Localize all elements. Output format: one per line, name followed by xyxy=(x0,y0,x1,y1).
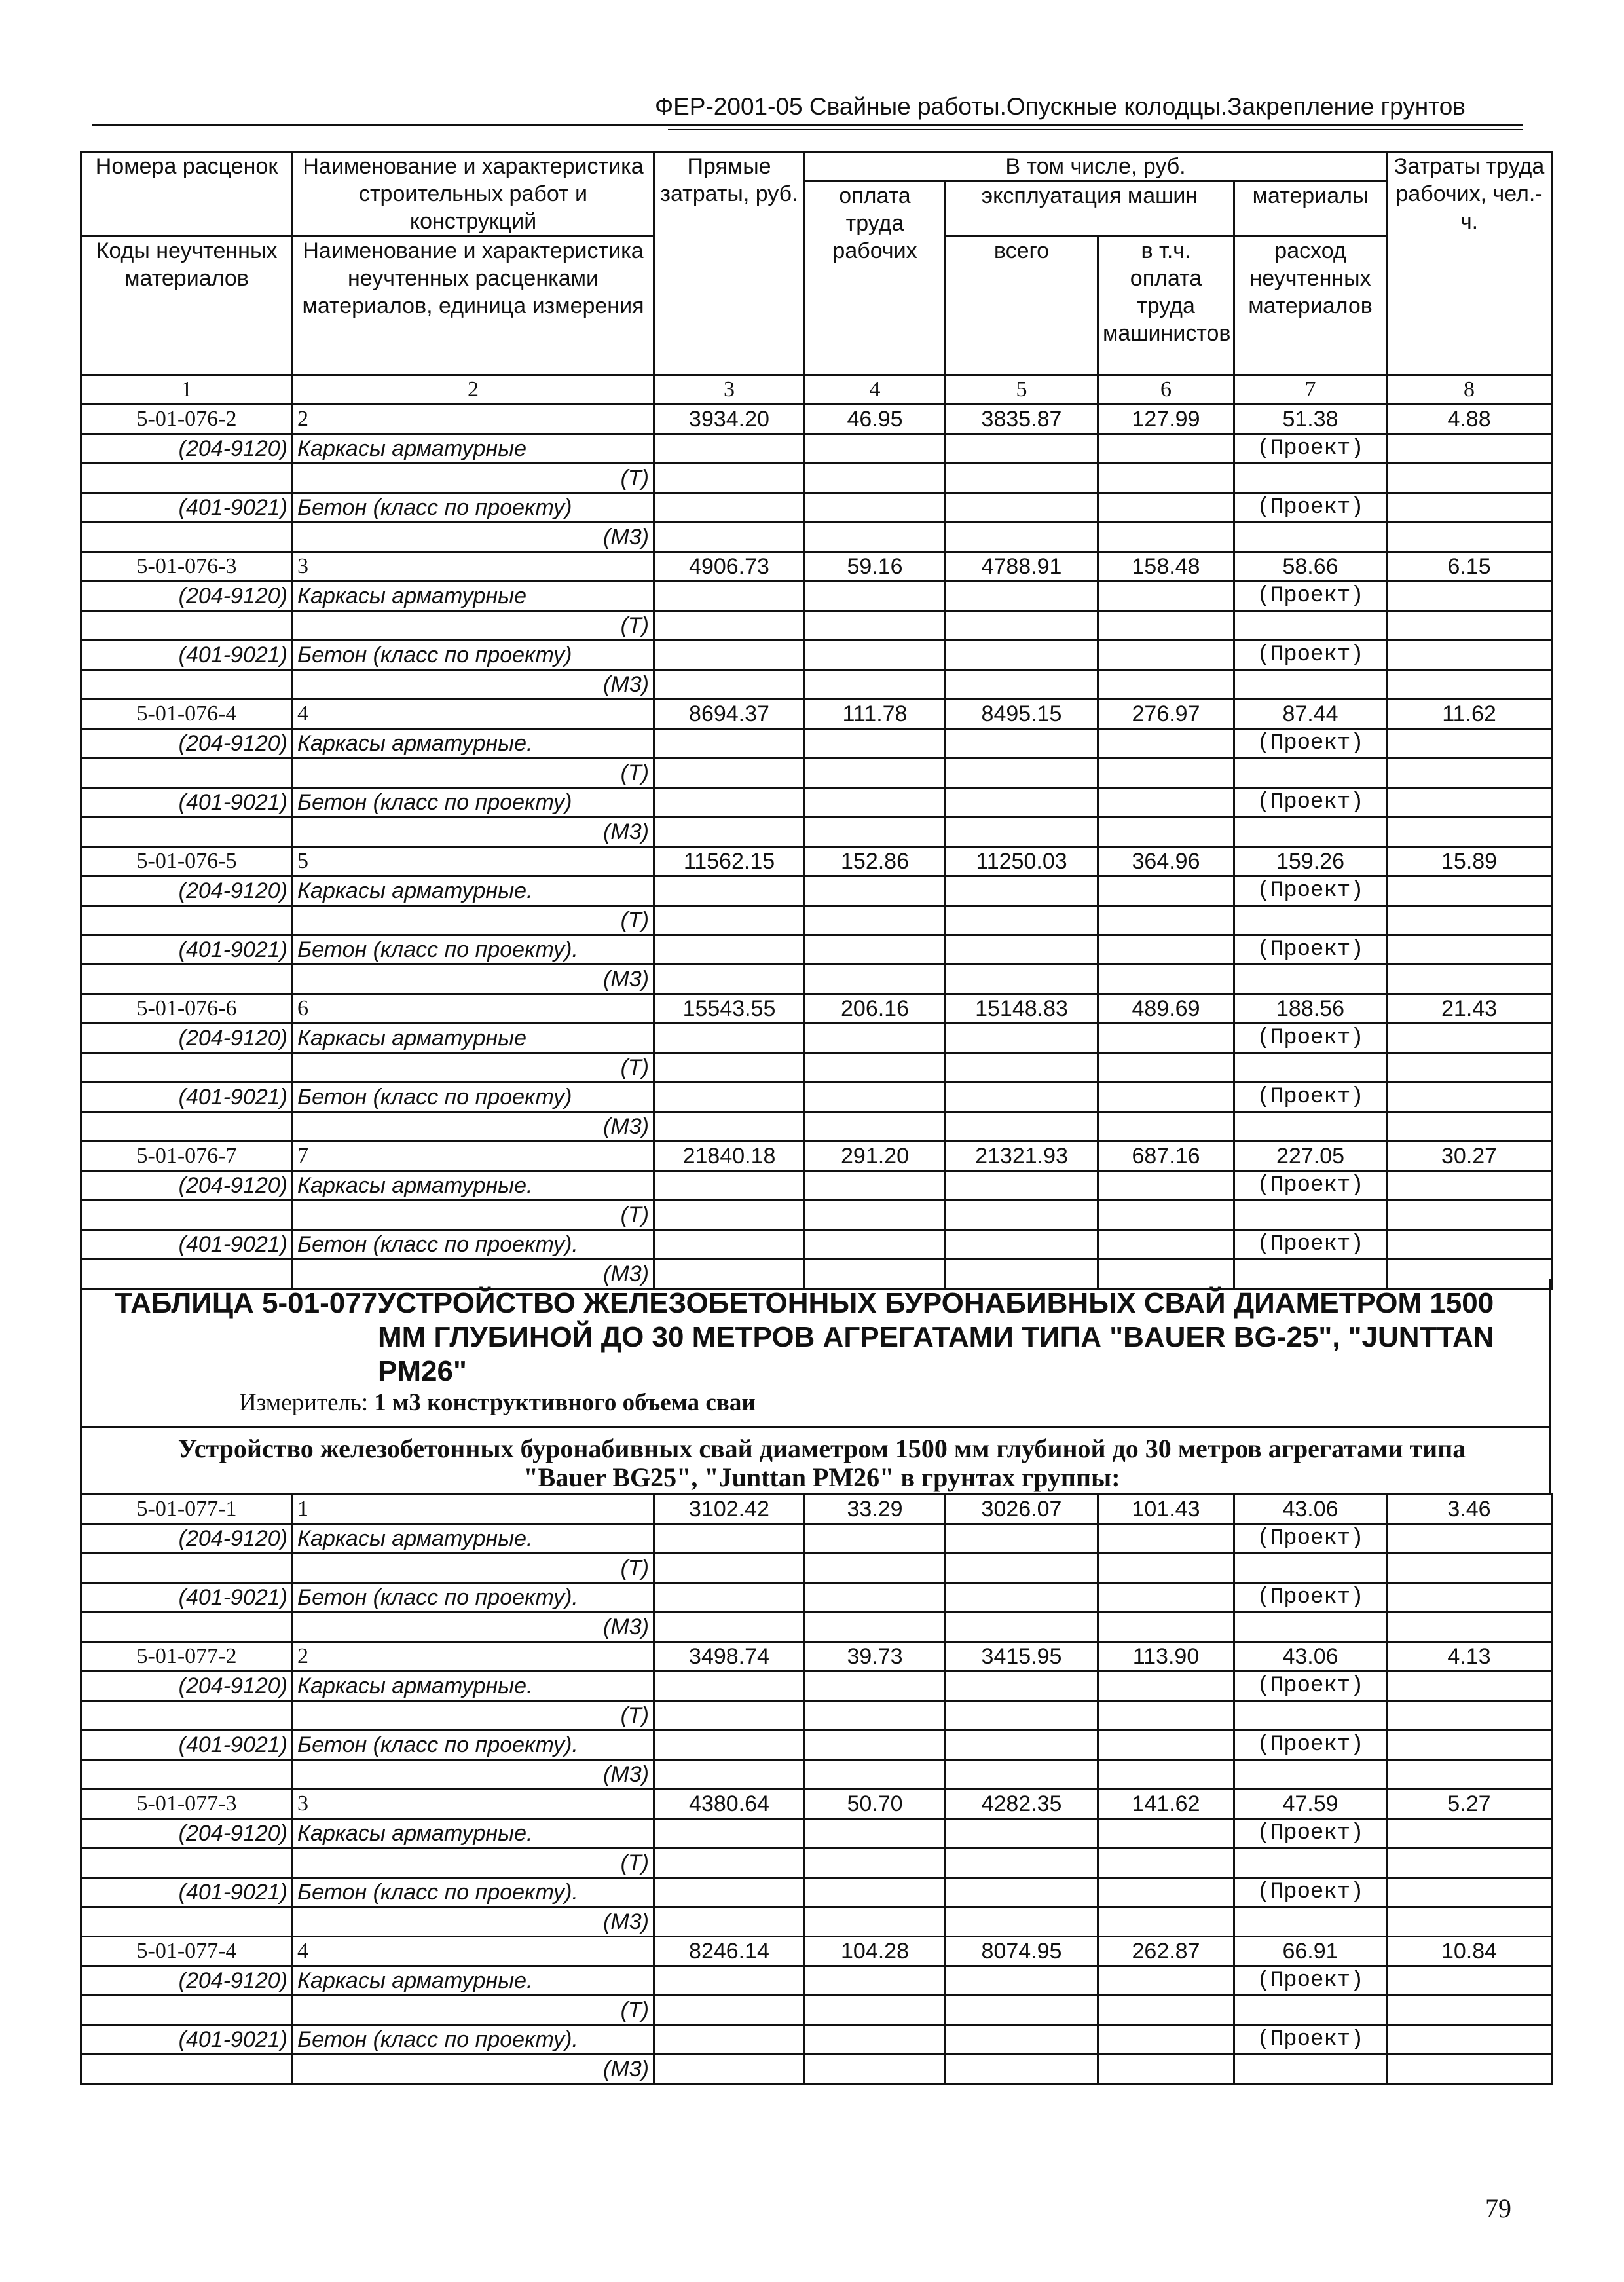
material-unit: (Т) xyxy=(293,1554,654,1583)
material-row xyxy=(81,2025,1552,2055)
material-cost: 47.59 xyxy=(1234,1789,1387,1819)
machine-cost: 21321.93 xyxy=(946,1142,1098,1171)
labor-hours: 3.46 xyxy=(1387,1495,1552,1524)
running-header: ФЕР-2001-05 Свайные работы.Опускные колодцы.Закрепление грунтов xyxy=(655,93,1466,120)
material-name: Бетон (класс по проекту). xyxy=(293,935,654,965)
table-row xyxy=(81,1789,1552,1819)
material-code: (204-9120) xyxy=(81,1672,293,1701)
machine-cost: 11250.03 xyxy=(946,847,1098,876)
col-number: 5 xyxy=(946,375,1098,405)
labor-cost: 33.29 xyxy=(805,1495,946,1524)
material-name: Бетон (класс по проекту) xyxy=(293,493,654,523)
material-row xyxy=(81,1024,1552,1053)
labor-hours: 21.43 xyxy=(1387,994,1552,1024)
machines-header: эксплуатация машин xyxy=(946,181,1234,236)
material-name: Бетон (класс по проекту). xyxy=(293,1730,654,1760)
labor-hours: 11.62 xyxy=(1387,700,1552,729)
material-row xyxy=(81,582,1552,611)
material-unit: (Т) xyxy=(293,906,654,935)
page-number: 79 xyxy=(1485,2194,1511,2223)
labor-hours: 4.13 xyxy=(1387,1642,1552,1672)
table-row xyxy=(81,1642,1552,1672)
direct-cost: 15543.55 xyxy=(654,994,805,1024)
material-unit: (Т) xyxy=(293,1996,654,2025)
machine-cost: 8074.95 xyxy=(946,1937,1098,1966)
direct-cost: 3934.20 xyxy=(654,405,805,434)
material-code: (401-9021) xyxy=(81,2025,293,2055)
machinist-labor: 127.99 xyxy=(1098,405,1234,434)
material-code: (204-9120) xyxy=(81,1966,293,1996)
labor-hours: 10.84 xyxy=(1387,1937,1552,1966)
material-qty: (Проект) xyxy=(1234,1878,1387,1907)
material-name: Бетон (класс по проекту) xyxy=(293,788,654,817)
table-title: УСТРОЙСТВО ЖЕЛЕЗОБЕТОННЫХ БУРОНАБИВНЫХ СВАЙ ДИАМЕТРОМ 1500 ММ ГЛУБИНОЙ ДО 30 МЕТРОВ АГРЕГАТАМИ ТИПА "BAUER BG-25", "JUNTTAN PM26" xyxy=(378,1287,1494,1387)
machinist-labor: 262.87 xyxy=(1098,1937,1234,1966)
table-head xyxy=(81,152,1552,405)
rate-code: 5-01-077-4 xyxy=(81,1937,293,1966)
rates-body-077 xyxy=(81,1495,1552,2084)
material-unit-row xyxy=(81,758,1552,788)
material-unit-row xyxy=(81,1996,1552,2025)
material-unit: (Т) xyxy=(293,1201,654,1230)
material-unit: (Т) xyxy=(293,464,654,493)
material-unit-row xyxy=(81,464,1552,493)
incl-header: В том числе, руб. xyxy=(805,152,1387,181)
material-qty: (Проект) xyxy=(1234,1583,1387,1613)
row-num: 6 xyxy=(293,994,654,1024)
material-qty: (Проект) xyxy=(1234,788,1387,817)
labor-cost: 104.28 xyxy=(805,1937,946,1966)
material-unit: (М3) xyxy=(293,1760,654,1789)
material-unit-row xyxy=(81,670,1552,700)
material-code: (204-9120) xyxy=(81,1524,293,1554)
material-row xyxy=(81,641,1552,670)
material-unit-row xyxy=(81,2055,1552,2084)
material-qty: (Проект) xyxy=(1234,1024,1387,1053)
material-unit: (Т) xyxy=(293,1848,654,1878)
material-unit: (Т) xyxy=(293,1701,654,1730)
material-code: (204-9120) xyxy=(81,1024,293,1053)
material-cost: 43.06 xyxy=(1234,1495,1387,1524)
labor-hours: 15.89 xyxy=(1387,847,1552,876)
row-num: 2 xyxy=(293,405,654,434)
material-row xyxy=(81,935,1552,965)
material-name: Бетон (класс по проекту). xyxy=(293,1230,654,1260)
direct-cost: 21840.18 xyxy=(654,1142,805,1171)
material-code: (401-9021) xyxy=(81,1730,293,1760)
material-unit: (М3) xyxy=(293,1907,654,1937)
direct-cost: 3102.42 xyxy=(654,1495,805,1524)
material-qty: (Проект) xyxy=(1234,935,1387,965)
row-num: 4 xyxy=(293,1937,654,1966)
table-077-title-block xyxy=(80,1279,1551,1426)
machine-cost: 8495.15 xyxy=(946,700,1098,729)
material-row xyxy=(81,1966,1552,1996)
material-unit-row xyxy=(81,1848,1552,1878)
material-code: (204-9120) xyxy=(81,1171,293,1201)
machine-cost: 4788.91 xyxy=(946,552,1098,582)
row-num: 1 xyxy=(293,1495,654,1524)
material-code: (204-9120) xyxy=(81,729,293,758)
col6-header: в т.ч. оплата труда машинистов xyxy=(1098,236,1234,375)
row-num: 4 xyxy=(293,700,654,729)
material-name: Каркасы арматурные. xyxy=(293,729,654,758)
col-number: 3 xyxy=(654,375,805,405)
material-unit-row xyxy=(81,965,1552,994)
machinist-labor: 489.69 xyxy=(1098,994,1234,1024)
material-unit-row xyxy=(81,1053,1552,1083)
table-077-subtitle-block xyxy=(80,1426,1551,1493)
material-code: (401-9021) xyxy=(81,1878,293,1907)
material-qty: (Проект) xyxy=(1234,1171,1387,1201)
material-name: Каркасы арматурные xyxy=(293,582,654,611)
direct-cost: 11562.15 xyxy=(654,847,805,876)
material-code: (401-9021) xyxy=(81,641,293,670)
material-cost: 87.44 xyxy=(1234,700,1387,729)
material-name: Каркасы арматурные xyxy=(293,434,654,464)
row-num: 2 xyxy=(293,1642,654,1672)
labor-cost: 111.78 xyxy=(805,700,946,729)
machine-cost: 3026.07 xyxy=(946,1495,1098,1524)
rate-code: 5-01-077-1 xyxy=(81,1495,293,1524)
measure-line xyxy=(239,1389,756,1417)
material-qty: (Проект) xyxy=(1234,1524,1387,1554)
table-row xyxy=(81,700,1552,729)
material-name: Бетон (класс по проекту). xyxy=(293,2025,654,2055)
col-number: 8 xyxy=(1387,375,1552,405)
row-num: 3 xyxy=(293,1789,654,1819)
col-number: 1 xyxy=(81,375,293,405)
row-num: 7 xyxy=(293,1142,654,1171)
col2-top-header: Наименование и характеристика строительных работ и конструкций xyxy=(293,152,654,236)
labor-cost: 39.73 xyxy=(805,1642,946,1672)
col-number: 6 xyxy=(1098,375,1234,405)
labor-hours: 4.88 xyxy=(1387,405,1552,434)
material-cost: 51.38 xyxy=(1234,405,1387,434)
labor-cost: 50.70 xyxy=(805,1789,946,1819)
material-unit-row xyxy=(81,906,1552,935)
material-code: (401-9021) xyxy=(81,1583,293,1613)
table-row xyxy=(81,1937,1552,1966)
materials-header: материалы xyxy=(1234,181,1387,236)
material-row xyxy=(81,1819,1552,1848)
material-name: Каркасы арматурные. xyxy=(293,1524,654,1554)
material-unit-row xyxy=(81,1201,1552,1230)
material-unit: (М3) xyxy=(293,523,654,552)
direct-cost: 8694.37 xyxy=(654,700,805,729)
material-qty: (Проект) xyxy=(1234,1966,1387,1996)
material-row xyxy=(81,434,1552,464)
material-row xyxy=(81,729,1552,758)
col1-top-header: Номера расценок xyxy=(81,152,293,236)
material-cost: 66.91 xyxy=(1234,1937,1387,1966)
material-unit: (М3) xyxy=(293,1613,654,1642)
col8-header: Затраты труда рабочих, чел.-ч. xyxy=(1387,152,1552,375)
material-cost: 58.66 xyxy=(1234,552,1387,582)
rates-table-077 xyxy=(80,1493,1553,2085)
material-name: Каркасы арматурные. xyxy=(293,1672,654,1701)
material-unit: (М3) xyxy=(293,965,654,994)
col3-header: Прямые затраты, руб. xyxy=(654,152,805,375)
direct-cost: 4380.64 xyxy=(654,1789,805,1819)
table-subtitle: Устройство железобетонных буронабивных свай диаметром 1500 мм глубиной до 30 метров агрегатами типа "Bauer BG25", "Junttan PM26" в грунтах группы: xyxy=(177,1434,1466,1492)
material-unit: (Т) xyxy=(293,1053,654,1083)
labor-cost: 291.20 xyxy=(805,1142,946,1171)
material-row xyxy=(81,1083,1552,1112)
table-label: ТАБЛИЦА 5-01-077. xyxy=(115,1287,386,1319)
labor-cost: 59.16 xyxy=(805,552,946,582)
labor-cost: 206.16 xyxy=(805,994,946,1024)
row-num: 3 xyxy=(293,552,654,582)
material-qty: (Проект) xyxy=(1234,641,1387,670)
material-row xyxy=(81,1230,1552,1260)
material-qty: (Проект) xyxy=(1234,1230,1387,1260)
material-name: Каркасы арматурные. xyxy=(293,876,654,906)
labor-hours: 5.27 xyxy=(1387,1789,1552,1819)
machinist-labor: 687.16 xyxy=(1098,1142,1234,1171)
material-qty: (Проект) xyxy=(1234,582,1387,611)
material-unit-row xyxy=(81,1112,1552,1142)
table-row xyxy=(81,1495,1552,1524)
col7-header: расход неучтенных материалов xyxy=(1234,236,1387,375)
material-unit: (М3) xyxy=(293,670,654,700)
machinist-labor: 158.48 xyxy=(1098,552,1234,582)
material-row xyxy=(81,1878,1552,1907)
machine-cost: 3835.87 xyxy=(946,405,1098,434)
material-unit-row xyxy=(81,817,1552,847)
material-qty: (Проект) xyxy=(1234,434,1387,464)
machine-cost: 4282.35 xyxy=(946,1789,1098,1819)
material-name: Каркасы арматурные xyxy=(293,1024,654,1053)
table-row xyxy=(81,994,1552,1024)
material-code: (204-9120) xyxy=(81,582,293,611)
material-qty: (Проект) xyxy=(1234,1819,1387,1848)
material-row xyxy=(81,1171,1552,1201)
material-cost: 43.06 xyxy=(1234,1642,1387,1672)
rate-code: 5-01-077-2 xyxy=(81,1642,293,1672)
labor-hours: 30.27 xyxy=(1387,1142,1552,1171)
material-unit: (М3) xyxy=(293,1112,654,1142)
table-row xyxy=(81,1142,1552,1171)
material-row xyxy=(81,788,1552,817)
measure-value: 1 м3 конструктивного объема сваи xyxy=(374,1389,756,1416)
material-unit-row xyxy=(81,1701,1552,1730)
material-name: Бетон (класс по проекту). xyxy=(293,1878,654,1907)
material-row xyxy=(81,493,1552,523)
rate-code: 5-01-076-6 xyxy=(81,994,293,1024)
material-qty: (Проект) xyxy=(1234,493,1387,523)
material-row xyxy=(81,1730,1552,1760)
material-unit-row xyxy=(81,1554,1552,1583)
direct-cost: 8246.14 xyxy=(654,1937,805,1966)
material-code: (204-9120) xyxy=(81,876,293,906)
col2-bottom-header: Наименование и характеристика неучтенных расценками материалов, единица измерения xyxy=(293,236,654,375)
machinist-labor: 141.62 xyxy=(1098,1789,1234,1819)
material-qty: (Проект) xyxy=(1234,1083,1387,1112)
material-name: Каркасы арматурные. xyxy=(293,1171,654,1201)
material-cost: 159.26 xyxy=(1234,847,1387,876)
rates-body-076 xyxy=(81,405,1552,1289)
material-name: Бетон (класс по проекту) xyxy=(293,1083,654,1112)
machinist-labor: 101.43 xyxy=(1098,1495,1234,1524)
rate-code: 5-01-076-5 xyxy=(81,847,293,876)
material-unit-row xyxy=(81,523,1552,552)
table-row xyxy=(81,847,1552,876)
rate-code: 5-01-077-3 xyxy=(81,1789,293,1819)
header-rule-2 xyxy=(668,129,1522,130)
material-unit-row xyxy=(81,1613,1552,1642)
measure-label: Измеритель: xyxy=(239,1389,369,1416)
material-code: (401-9021) xyxy=(81,1083,293,1112)
rate-code: 5-01-076-2 xyxy=(81,405,293,434)
direct-cost: 4906.73 xyxy=(654,552,805,582)
material-unit: (М3) xyxy=(293,817,654,847)
material-code: (401-9021) xyxy=(81,493,293,523)
col4-header: оплата труда рабочих xyxy=(805,181,946,375)
rate-code: 5-01-076-4 xyxy=(81,700,293,729)
col-number: 4 xyxy=(805,375,946,405)
material-unit: (М3) xyxy=(293,1260,654,1289)
material-cost: 188.56 xyxy=(1234,994,1387,1024)
labor-hours: 6.15 xyxy=(1387,552,1552,582)
material-code: (401-9021) xyxy=(81,935,293,965)
col1-bottom-header: Коды неучтенных материалов xyxy=(81,236,293,375)
rate-code: 5-01-076-7 xyxy=(81,1142,293,1171)
material-unit-row xyxy=(81,1907,1552,1937)
rates-table-076 xyxy=(80,151,1553,1290)
labor-cost: 152.86 xyxy=(805,847,946,876)
material-name: Бетон (класс по проекту) xyxy=(293,641,654,670)
material-unit: (М3) xyxy=(293,2055,654,2084)
material-code: (204-9120) xyxy=(81,434,293,464)
machinist-labor: 276.97 xyxy=(1098,700,1234,729)
material-unit: (Т) xyxy=(293,611,654,641)
material-name: Бетон (класс по проекту). xyxy=(293,1583,654,1613)
machinist-labor: 364.96 xyxy=(1098,847,1234,876)
row-num: 5 xyxy=(293,847,654,876)
material-row xyxy=(81,1672,1552,1701)
material-code: (204-9120) xyxy=(81,1819,293,1848)
table-row xyxy=(81,405,1552,434)
material-qty: (Проект) xyxy=(1234,1672,1387,1701)
material-qty: (Проект) xyxy=(1234,1730,1387,1760)
col5-header: всего xyxy=(946,236,1098,375)
labor-cost: 46.95 xyxy=(805,405,946,434)
header-rule xyxy=(92,124,1522,126)
material-name: Каркасы арматурные. xyxy=(293,1966,654,1996)
machine-cost: 3415.95 xyxy=(946,1642,1098,1672)
col-number: 7 xyxy=(1234,375,1387,405)
material-row xyxy=(81,876,1552,906)
material-qty: (Проект) xyxy=(1234,2025,1387,2055)
material-qty: (Проект) xyxy=(1234,729,1387,758)
material-code: (401-9021) xyxy=(81,788,293,817)
rate-code: 5-01-076-3 xyxy=(81,552,293,582)
machinist-labor: 113.90 xyxy=(1098,1642,1234,1672)
material-name: Каркасы арматурные. xyxy=(293,1819,654,1848)
material-unit-row xyxy=(81,1760,1552,1789)
material-row xyxy=(81,1583,1552,1613)
machine-cost: 15148.83 xyxy=(946,994,1098,1024)
col-number: 2 xyxy=(293,375,654,405)
material-row xyxy=(81,1524,1552,1554)
material-cost: 227.05 xyxy=(1234,1142,1387,1171)
direct-cost: 3498.74 xyxy=(654,1642,805,1672)
material-qty: (Проект) xyxy=(1234,876,1387,906)
table-row xyxy=(81,552,1552,582)
material-unit-row xyxy=(81,611,1552,641)
material-unit: (Т) xyxy=(293,758,654,788)
material-code: (401-9021) xyxy=(81,1230,293,1260)
